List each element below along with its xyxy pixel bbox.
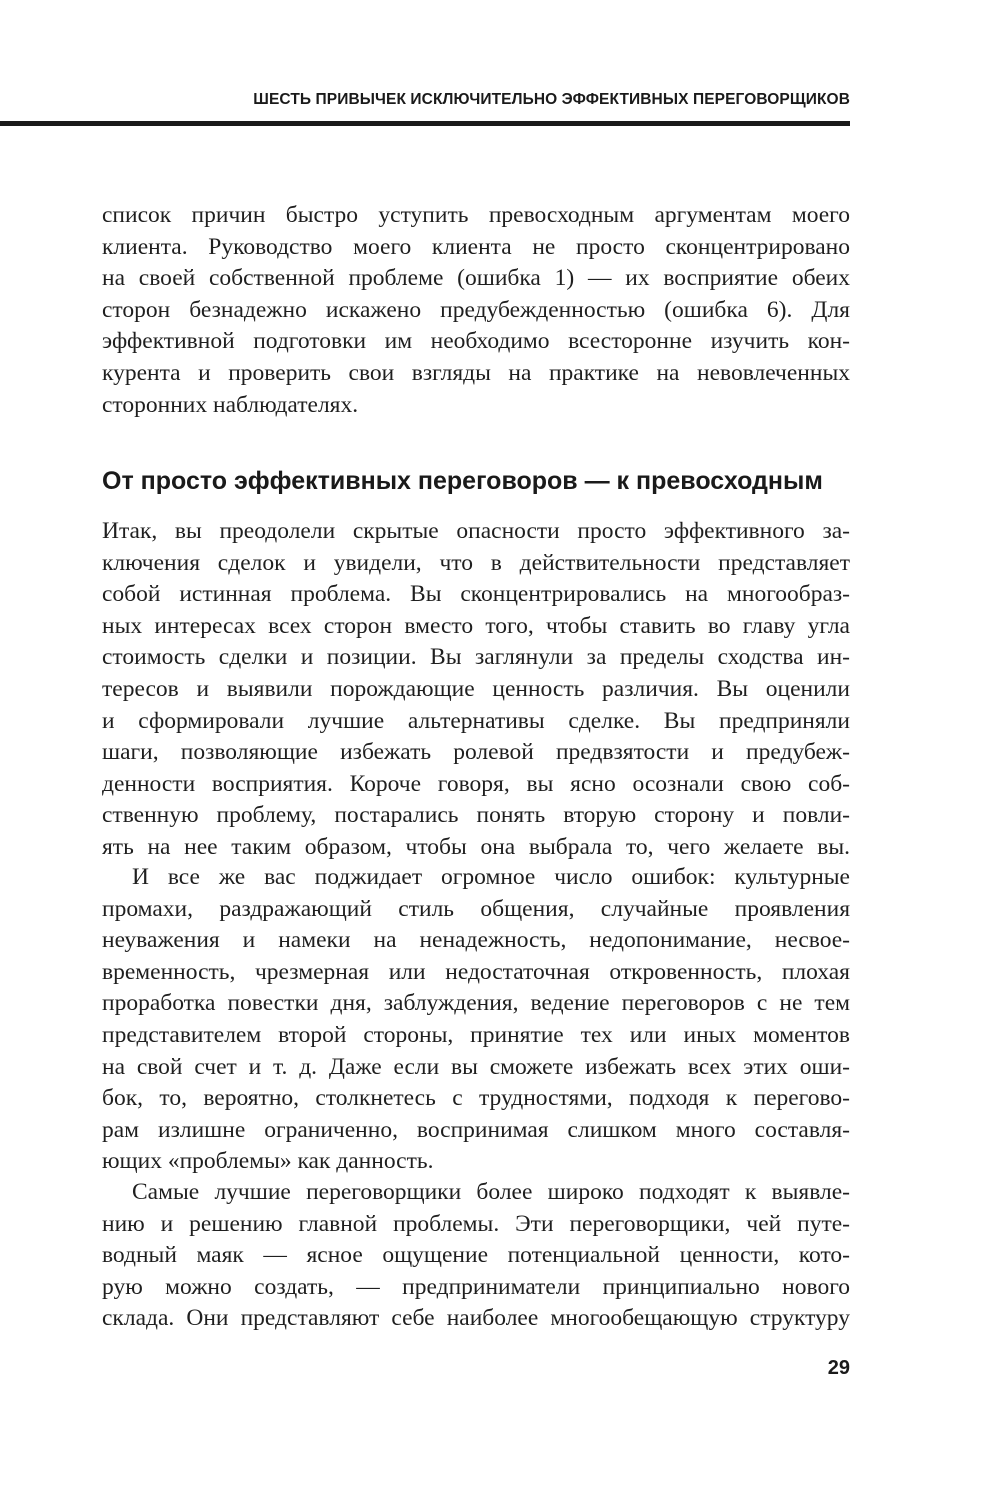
text-line: на своей собственной проблеме (ошибка 1) — их восприятие обеих [102,265,850,292]
text-line: собой истинная проблема. Вы сконцентрировались на многообраз- [102,581,850,608]
text-line: неуважения и намеки на ненадежность, недопонимание, несвое- [102,927,850,954]
paragraph-2 [102,516,850,864]
text-line: сторонних наблюдателях. [102,391,359,418]
text-line: И все же вас поджидает огромное число ошибок: культурные [132,864,850,890]
text-line: Итак, вы преодолели скрытые опасности просто эффективного за- [102,518,850,544]
text-line: денности восприятия. Короче говоря, вы ясно осознали свою соб- [102,770,850,797]
page-number: 29 [827,1357,850,1379]
running-head: ШЕСТЬ ПРИВЫЧЕК ИСКЛЮЧИТЕЛЬНО ЭФФЕКТИВНЫХ ПЕРЕГОВОРЩИКОВ [253,91,850,108]
text-line: список причин быстро уступить превосходным аргументам моего [102,202,850,228]
text-line: промахи, раздражающий стиль общения, случайные проявления [102,895,850,922]
text-line: стоимость сделки и позиции. Вы заглянули за пределы сходства ин- [102,644,850,671]
text-line: бок, то, вероятно, столкнетесь с трудностями, подходя к перегово- [102,1085,850,1112]
text-line: тересов и выявили порождающие ценность различия. Вы оценили [102,675,850,702]
text-line: шаги, позволяющие избежать ролевой предвзятости и предубеж- [102,739,850,766]
section-heading: От просто эффективных переговоров — к превосходным [102,467,823,495]
text-line: ственную проблему, постарались понять вторую сторону и повли- [102,802,850,829]
text-line: рам излишне ограниченно, воспринимая слишком много составля- [102,1116,850,1143]
text-line: клиента. Руководство моего клиента не просто сконцентрировано [102,233,850,260]
text-line: нию и решению главной проблемы. Эти переговорщики, чей путе- [102,1210,850,1237]
text-line: водный маяк — ясное ощущение потенциальной ценности, кото- [102,1242,850,1269]
text-line: временность, чрезмерная или недостаточная откровенность, плохая [102,958,850,985]
text-line: ключения сделок и увидели, что в действительности представляет [102,549,850,576]
text-line: склада. Они представляют себе наиболее многообещающую структуру [102,1305,850,1332]
text-line: ющих «проблемы» как данность. [102,1148,434,1175]
text-line: Самые лучшие переговорщики более широко подходят к выявле- [132,1179,850,1205]
text-line: и сформировали лучшие альтернативы сделке. Вы предприняли [102,707,850,734]
text-line: эффективной подготовки им необходимо всесторонне изучить кон- [102,328,850,355]
text-line: ных интересах всех сторон вместо того, чтобы ставить во главу угла [102,612,850,639]
header-rule [0,121,850,126]
text-line: ять на нее таким образом, чтобы она выбрала то, чего желаете вы. [102,833,850,860]
text-line: проработка повестки дня, заблуждения, ведение переговоров с не тем [102,990,850,1017]
text-line: рую можно создать, — предприниматели принципиально нового [102,1273,850,1300]
paragraph-3 [102,862,850,1178]
paragraph-4 [102,1177,850,1335]
text-line: представителем второй стороны, принятие тех или иных моментов [102,1021,850,1048]
paragraph-1 [102,200,850,421]
text-line: сторон безнадежно искажено предубежденностью (ошибка 6). Для [102,296,850,323]
text-line: на свой счет и т. д. Даже если вы сможете избежать всех этих оши- [102,1053,850,1080]
text-line: курента и проверить свои взгляды на практике на невовлеченных [102,359,850,386]
